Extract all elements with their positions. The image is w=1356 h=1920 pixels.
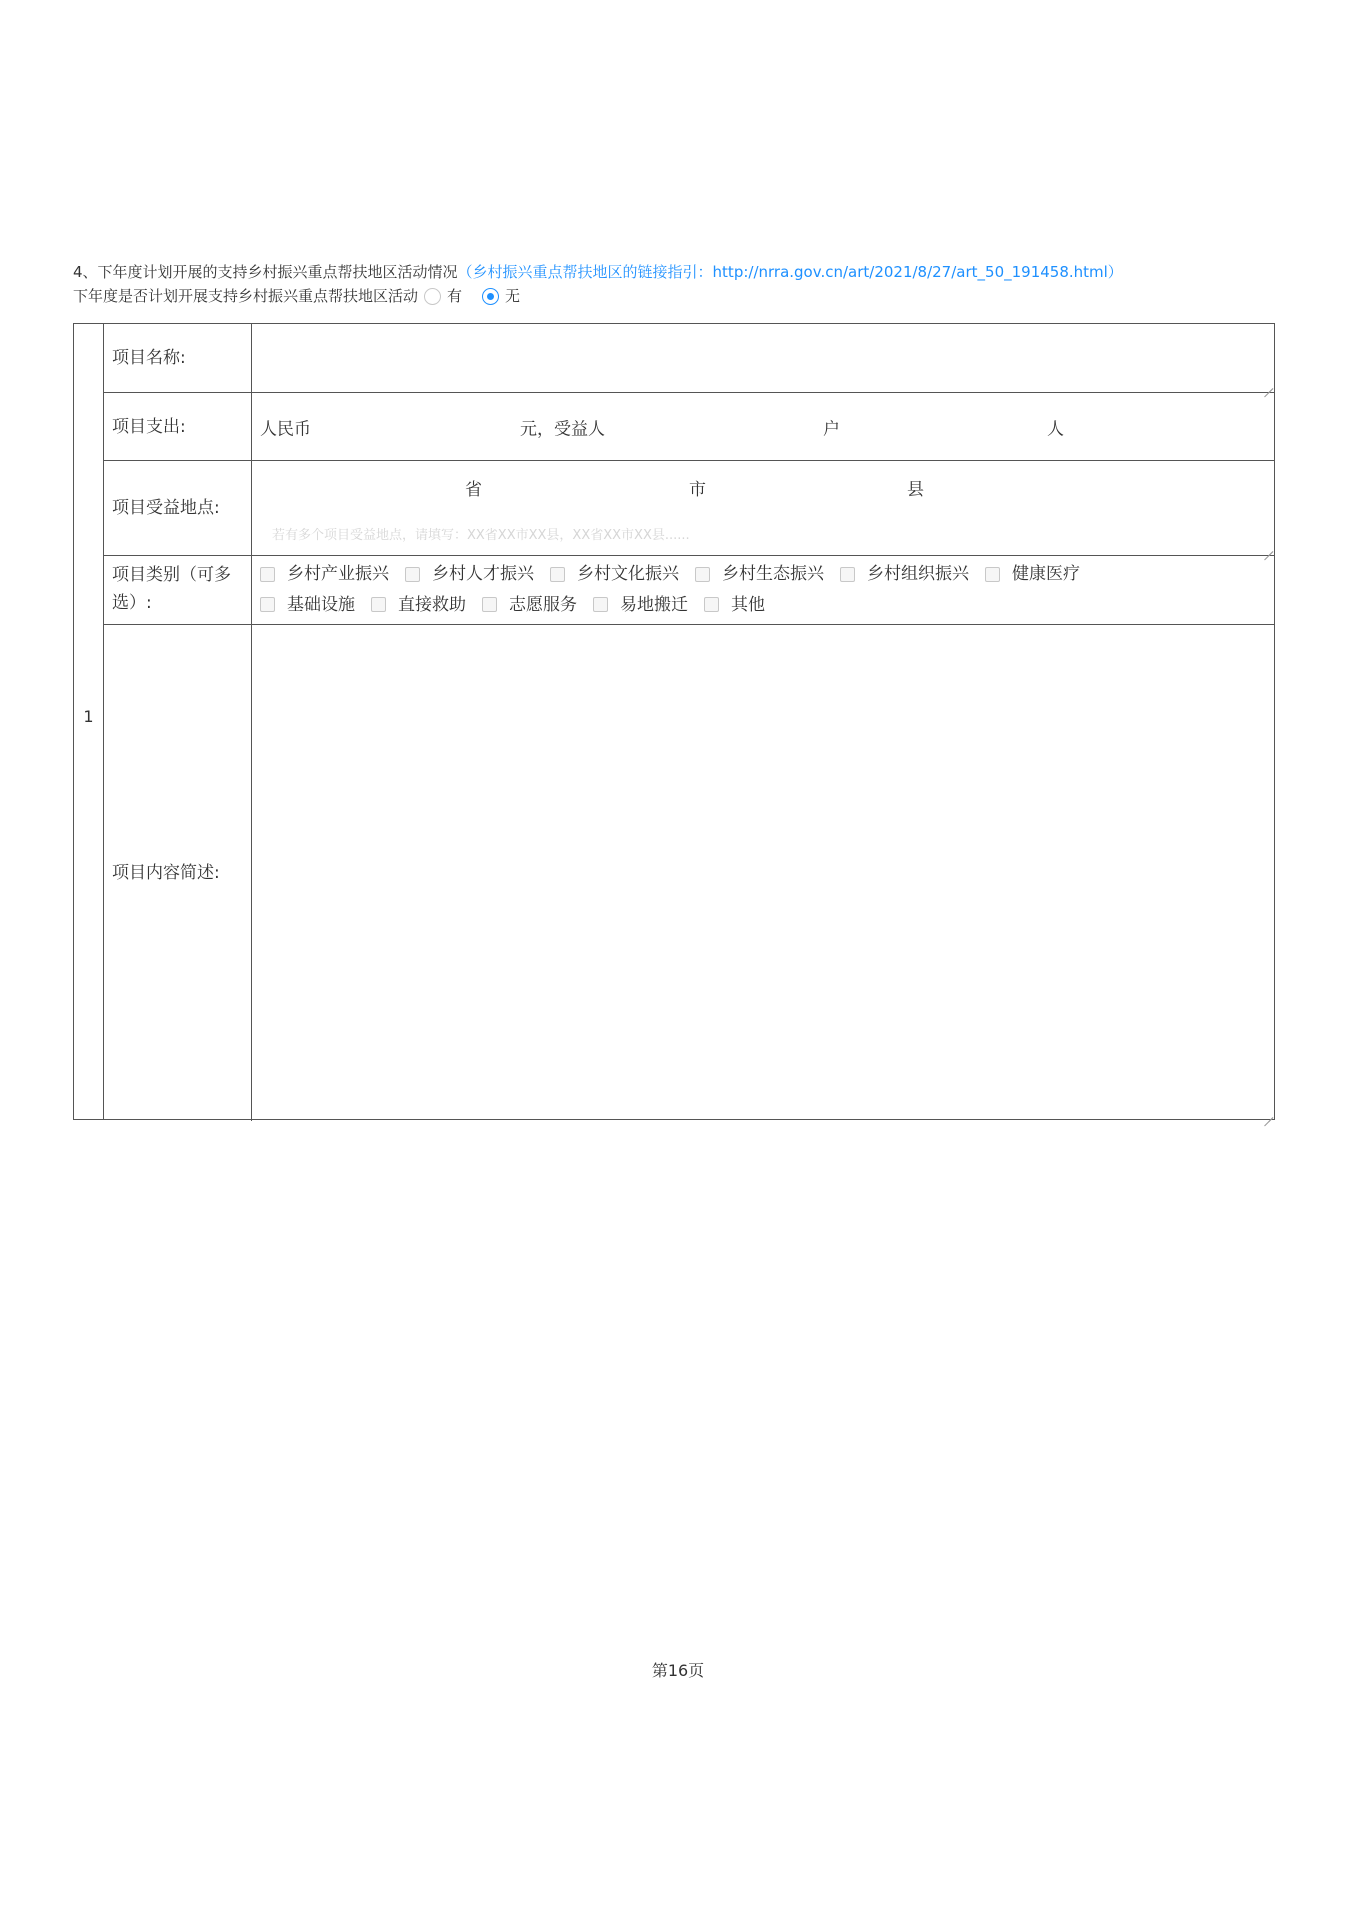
category-option-label: 乡村文化振兴 xyxy=(577,564,679,584)
checkbox-icon[interactable] xyxy=(405,567,420,582)
checkbox-icon[interactable] xyxy=(260,567,275,582)
category-option[interactable] xyxy=(704,591,765,619)
plan-question-label: 下年度是否计划开展支持乡村振兴重点帮扶地区活动 xyxy=(73,287,419,305)
category-option[interactable] xyxy=(405,560,534,588)
checkbox-icon[interactable] xyxy=(371,597,386,612)
currency-label: 人民币 xyxy=(260,419,311,439)
category-option[interactable] xyxy=(985,560,1080,588)
checkbox-icon[interactable] xyxy=(260,597,275,612)
category-option[interactable] xyxy=(840,560,969,588)
project-location-row xyxy=(104,461,1275,556)
checkbox-icon[interactable] xyxy=(593,597,608,612)
category-option[interactable] xyxy=(482,591,577,619)
section-title: 4、下年度计划开展的支持乡村振兴重点帮扶地区活动情况 xyxy=(73,263,458,281)
checkbox-icon[interactable] xyxy=(695,567,710,582)
category-option-label: 乡村组织振兴 xyxy=(867,564,969,584)
category-option[interactable] xyxy=(260,591,355,619)
category-option-label: 直接救助 xyxy=(398,594,466,615)
radio-no[interactable] xyxy=(482,288,499,305)
category-option-label: 其他 xyxy=(731,594,765,615)
province-label: 省 xyxy=(465,480,482,500)
project-category-row xyxy=(104,556,1275,625)
checkbox-icon[interactable] xyxy=(985,567,1000,582)
households-label: 户 xyxy=(823,419,840,439)
project-location-input[interactable] xyxy=(252,461,1275,555)
checkbox-icon[interactable] xyxy=(704,597,719,612)
category-option-label: 乡村产业振兴 xyxy=(287,564,389,584)
location-placeholder: 若有多个项目受益地点，请填写：XX省XX市XX县，XX省XX市XX县...... xyxy=(272,528,690,543)
category-option[interactable] xyxy=(371,591,466,619)
project-description-input[interactable] xyxy=(252,625,1275,1121)
category-option[interactable] xyxy=(695,560,824,588)
city-label: 市 xyxy=(689,480,706,500)
project-description-label: 项目内容简述: xyxy=(104,625,252,1121)
section-heading xyxy=(73,262,1123,282)
county-label: 县 xyxy=(907,480,924,500)
radio-no-label: 无 xyxy=(505,287,521,305)
radio-yes-label: 有 xyxy=(447,287,463,305)
project-category-field xyxy=(252,556,1275,624)
category-option-label: 志愿服务 xyxy=(509,594,577,615)
checkbox-icon[interactable] xyxy=(840,567,855,582)
people-input[interactable] xyxy=(860,412,1030,442)
category-option-label: 乡村生态振兴 xyxy=(722,564,824,584)
project-description-row xyxy=(104,625,1275,1121)
people-label: 人 xyxy=(1047,419,1064,439)
project-expense-label: 项目支出: xyxy=(104,393,252,460)
plan-question-row xyxy=(73,286,534,306)
resize-grip-icon[interactable] xyxy=(1263,380,1273,390)
category-option[interactable] xyxy=(260,560,389,588)
resize-grip-icon[interactable] xyxy=(1263,1109,1273,1119)
page-number: 第16页 xyxy=(651,1661,705,1680)
category-option-label: 乡村人才振兴 xyxy=(432,564,534,584)
project-category-label: 项目类别（可多选）: xyxy=(104,556,252,624)
category-option[interactable] xyxy=(593,591,688,619)
guide-link[interactable]: （乡村振兴重点帮扶地区的链接指引：http://nrra.gov.cn/art/2021/8/27/art_50_191458.html） xyxy=(457,263,1123,281)
amount-input[interactable] xyxy=(410,412,520,442)
category-option-label: 健康医疗 xyxy=(1012,564,1080,584)
project-name-input[interactable] xyxy=(252,324,1275,392)
radio-yes[interactable] xyxy=(424,288,441,305)
category-option[interactable] xyxy=(550,560,679,588)
project-expense-field xyxy=(252,393,1275,460)
category-option-label: 基础设施 xyxy=(287,594,355,615)
households-input[interactable] xyxy=(620,412,790,442)
category-list xyxy=(260,560,1267,621)
project-location-label: 项目受益地点: xyxy=(104,461,252,555)
checkbox-icon[interactable] xyxy=(482,597,497,612)
project-expense-row xyxy=(104,393,1275,461)
project-table xyxy=(73,323,1275,1120)
resize-grip-icon[interactable] xyxy=(1263,543,1273,553)
project-name-label: 项目名称: xyxy=(104,324,252,392)
yuan-beneficiary-label: 元，受益人 xyxy=(520,419,605,439)
checkbox-icon[interactable] xyxy=(550,567,565,582)
project-index: 1 xyxy=(74,324,104,1119)
project-name-row xyxy=(104,324,1275,393)
category-option-label: 易地搬迁 xyxy=(620,594,688,615)
